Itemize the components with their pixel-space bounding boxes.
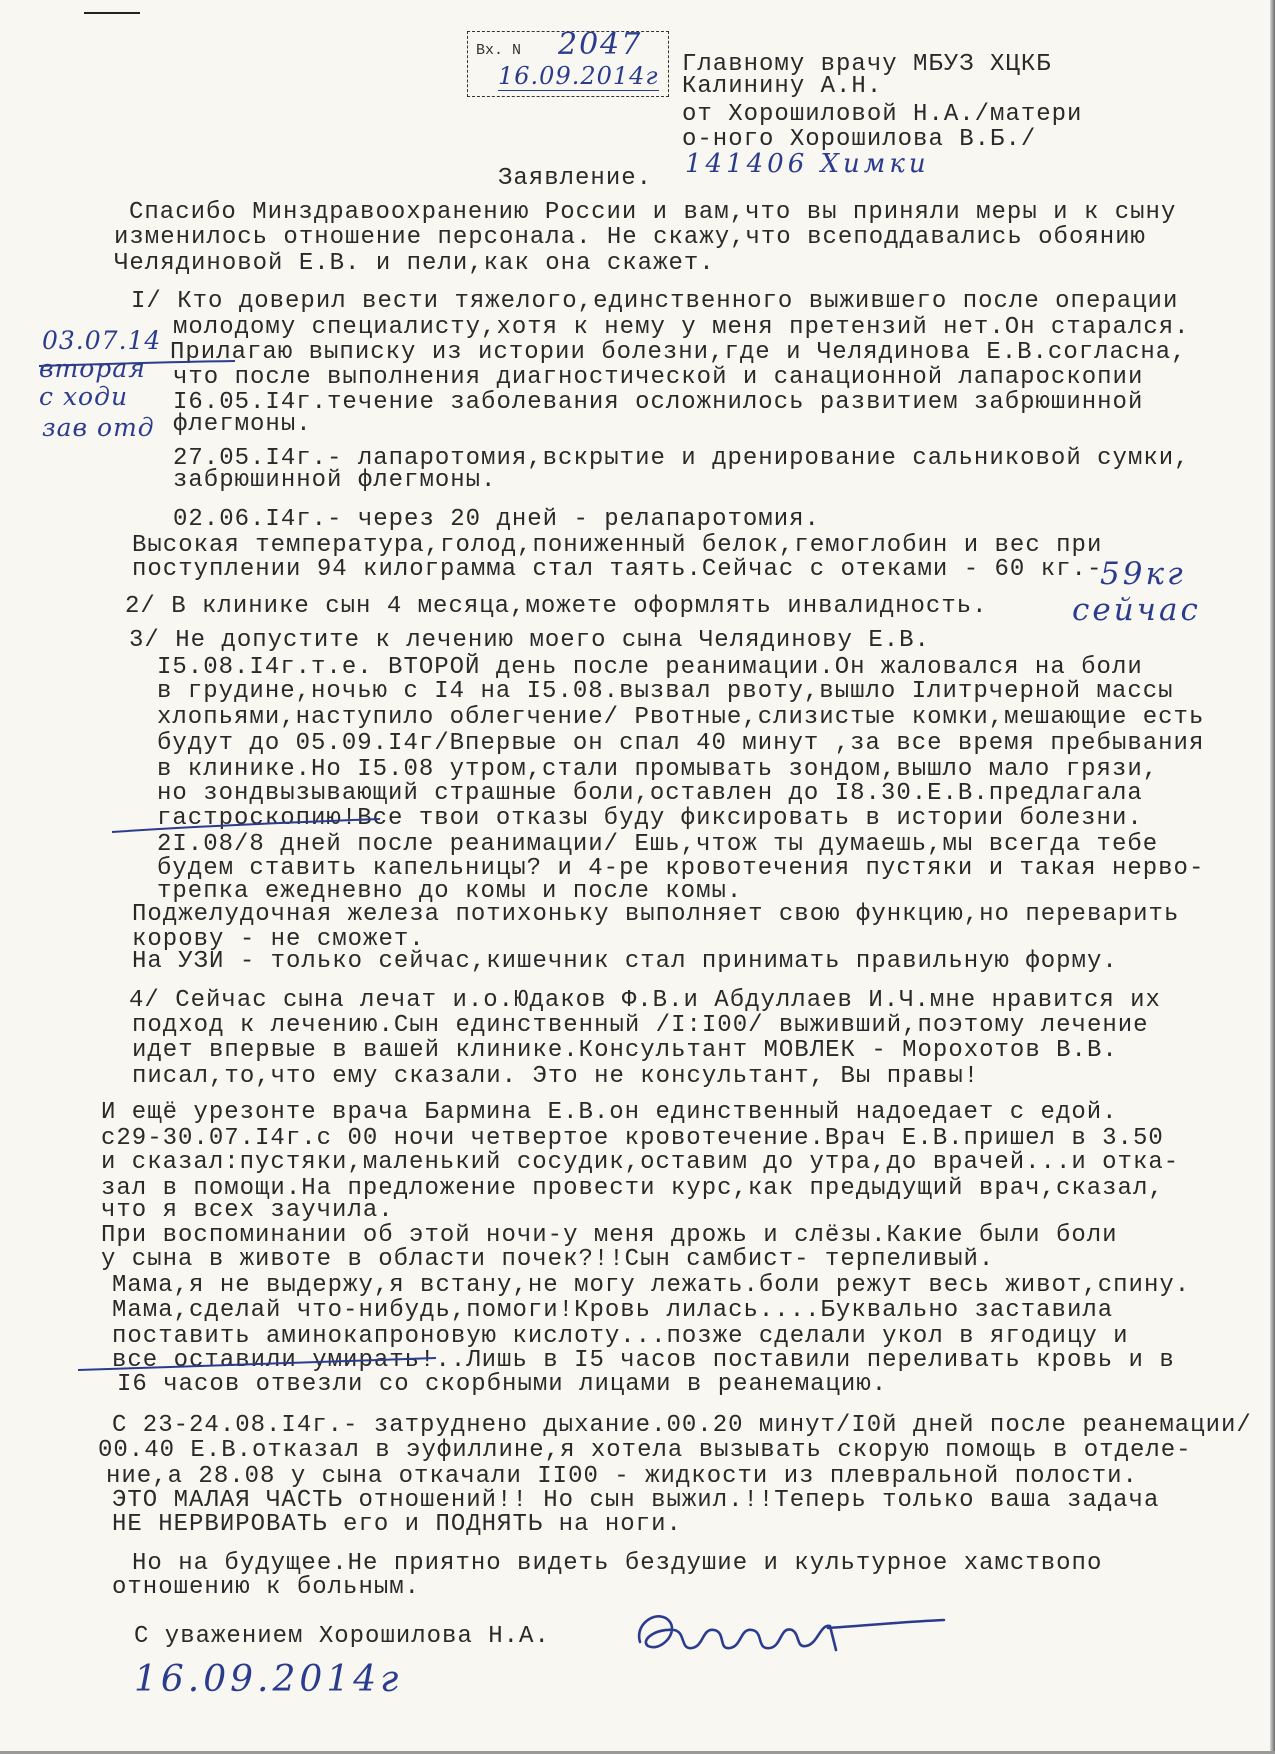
section1-line: Высокая температура,голод,пониженный белок,гемоглобин и вес при bbox=[132, 532, 1103, 559]
section3-line: будут до 05.09.I4г/Впервые он спал 40 минут ,за все время пребывания bbox=[157, 730, 1205, 757]
section3-line: I5.08.I4г.т.е. ВТОРОЙ день после реанимации.Он жаловался на боли bbox=[157, 654, 1143, 681]
section1-line: I6.05.I4г.течение заболевания осложнилось развитием забрюшинной bbox=[173, 389, 1144, 416]
section1-line: 02.06.I4г.- через 20 дней - релапаротомия. bbox=[173, 506, 820, 533]
stamp-date-handwritten: 16.09.2014г bbox=[498, 62, 659, 90]
section1-line: молодому специалисту,хотя к нему у меня претензий нет.Он старался. bbox=[173, 314, 1190, 341]
breathing-line: ние,а 28.08 у сына откачали II00 - жидкости из плевральной полости. bbox=[106, 1463, 1138, 1490]
breathing-line: 00.40 Е.В.отказал в эуфиллине,я хотела вызывать скорую помощь в отделе- bbox=[98, 1437, 1192, 1464]
complaint-line: При воспоминании об этой ночи-у меня дрожь и слёзы.Какие были боли bbox=[101, 1222, 1118, 1249]
section3-line: в клинике.Но I5.08 утром,стали промывать зондом,вышло мало грязи, bbox=[157, 756, 1159, 783]
handwritten-date: 16.09.2014г bbox=[134, 1659, 403, 1700]
signature-stroke bbox=[639, 1616, 944, 1650]
section1-line: Прилагаю выписку из истории болезни,где и Челядинова Е.В.согласна, bbox=[170, 339, 1187, 366]
scan-edge-right bbox=[1270, 0, 1275, 1754]
section1-line: что после выполнения диагностической и санационной лапароскопии bbox=[173, 364, 1144, 391]
complaint-line: у сына в животе в области почек?!!Сын самбист- терпеливый. bbox=[101, 1246, 995, 1273]
section1-line: забрюшинной флегмоны. bbox=[173, 467, 497, 494]
section3-line: гастроскопию!Все твои отказы буду фиксировать в истории болезни. bbox=[157, 805, 1143, 832]
section1-line: поступлении 94 килограмма стал таять.Сейчас с отеками - 60 кг.- bbox=[132, 556, 1103, 583]
margin-note-line: зав отд bbox=[42, 413, 155, 442]
section3-line: хлопьями,наступило облегчение/ Рвотные,слизистые комки,мешающие есть bbox=[157, 704, 1205, 731]
future-line: Но на будущее.Не приятно видеть бездушие и культурное хамствопо bbox=[132, 1550, 1103, 1577]
complaint-line: все оставили умирать!..Лишь в I5 часов поставили переливать кровь и в bbox=[112, 1347, 1175, 1374]
complaint-line: Мама,сделай что-нибудь,помоги!Кровь лилась....Буквально заставила bbox=[112, 1297, 1114, 1324]
emphasis-line: НЕ НЕРВИРОВАТЬ его и ПОДНЯТЬ на ноги. bbox=[112, 1511, 682, 1538]
stamp-number-handwritten: 2047 bbox=[558, 27, 643, 62]
weight-note-word: сейчас bbox=[1072, 592, 1201, 628]
section3-line: 3/ Не допустите к лечению моего сына Челядинову Е.В. bbox=[129, 627, 930, 654]
section3-line: 2I.08/8 дней после реанимации/ Ешь,чтож ты думаешь,мы всегда тебе bbox=[157, 831, 1159, 858]
section1-line: флегмоны. bbox=[173, 411, 312, 438]
complaint-line: с29-30.07.I4г.с 00 ночи четвертое кровотечение.Врач Е.В.пришел в 3.50 bbox=[101, 1125, 1164, 1152]
section3-line: но зондвызывающий страшные боли,оставлен до I8.30.Е.В.предлагала bbox=[157, 780, 1143, 807]
intro-line: Челядиновой Е.В. и пели,как она скажет. bbox=[114, 250, 715, 277]
section3-line: в грудине,ночью с I4 на I5.08.вызвал рвоту,вышло Iлитрчерной массы bbox=[157, 678, 1174, 705]
complaint-line: Мама,я не выдержу,я встану,не могу лежать.боли режут весь живот,спину. bbox=[112, 1272, 1191, 1299]
section1-line: I/ Кто доверил вести тяжелого,единственного выжившего после операции bbox=[131, 288, 1179, 315]
margin-note-line: вторая bbox=[39, 354, 146, 383]
breathing-line: С 23-24.08.I4г.- затруднено дыхание.00.20 минут/I0й дней после реанемации/ bbox=[112, 1412, 1252, 1439]
addressee-line: о-ного Хорошилова В.Б./ bbox=[682, 126, 1037, 153]
intro-line: изменилось отношение персонала. Не скажу,что всеподдавались обоянию bbox=[114, 224, 1146, 251]
document-title: Заявление. bbox=[498, 165, 653, 192]
intro-line: Спасибо Минздравоохранению России и вам,что вы приняли меры и к сыну bbox=[129, 199, 1177, 226]
section3-line: трепка ежедневно до комы и после комы. bbox=[157, 878, 743, 905]
section1-line: 27.05.I4г.- лапаротомия,вскрытие и дренирование сальниковой сумки, bbox=[173, 445, 1190, 472]
handwritten-address: 141406 Химки bbox=[685, 149, 930, 179]
section4-line: 4/ Сейчас сына лечат и.о.Юдаков Ф.В.и Абдуллаев И.Ч.мне нравится их bbox=[129, 987, 1161, 1014]
weight-note-value: 59кг bbox=[1100, 556, 1186, 592]
complaint-line: поставить аминокапроновую кислоту...позже сделали укол в ягодицу и bbox=[112, 1323, 1129, 1350]
section4-line: писал,то,что ему сказали. Это не консультант, Вы правы! bbox=[132, 1063, 980, 1090]
complaint-line: и сказал:пустяки,маленький сосудик,оставим до утра,до врачей...и отка- bbox=[101, 1149, 1180, 1176]
section4-line: подход к лечению.Сын единственный /I:I00/ выживший,поэтому лечение bbox=[132, 1012, 1149, 1039]
complaint-line: И ещё урезонте врача Бармина Е.В.он единственный надоедает с едой. bbox=[101, 1099, 1118, 1126]
section3-line: корову - не сможет. bbox=[132, 926, 425, 953]
section4-line: идет впервые в вашей клинике.Консультант МОВЛЕК - Морохотов В.В. bbox=[132, 1037, 1118, 1064]
handwritten-signature bbox=[630, 1600, 950, 1670]
section2-line: 2/ В клинике сын 4 месяца,можете оформлять инвалидность. bbox=[125, 593, 988, 620]
stamp-label: Вх. N bbox=[476, 42, 522, 59]
incoming-registration-stamp bbox=[467, 27, 669, 97]
addressee-line: от Хорошиловой Н.А./матери bbox=[682, 101, 1083, 128]
closing-line: С уважением Хорошилова Н.А. bbox=[134, 1623, 550, 1650]
complaint-line: I6 часов отвезли со скорбными лицами в реанемацию. bbox=[117, 1371, 888, 1398]
margin-note-line: с ходи bbox=[39, 382, 129, 411]
future-line: отношению к больным. bbox=[112, 1574, 421, 1601]
emphasis-line: ЭТО МАЛАЯ ЧАСТЬ отношений!! Но сын выжил.!!Теперь только ваша задача bbox=[112, 1487, 1160, 1514]
addressee-line: Калинину А.Н. bbox=[682, 73, 883, 100]
section3-line: Поджелудочная железа потихоньку выполняет свою функцию,но переварить bbox=[132, 901, 1180, 928]
section3-line: будем ставить капельницы? и 4-ре кровотечения пустяки и такая нерво- bbox=[157, 855, 1205, 882]
addressee-line: Главному врачу МБУЗ ХЦКБ bbox=[682, 51, 1052, 78]
margin-note-line: 03.07.14 bbox=[42, 326, 162, 355]
complaint-line: что я всех заучила. bbox=[101, 1197, 394, 1224]
complaint-line: зал в помощи.На предложение провести курс,как предыдущий врач,сказал, bbox=[101, 1175, 1164, 1202]
section3-line: На УЗИ - только сейчас,кишечник стал принимать правильную форму. bbox=[132, 948, 1118, 975]
